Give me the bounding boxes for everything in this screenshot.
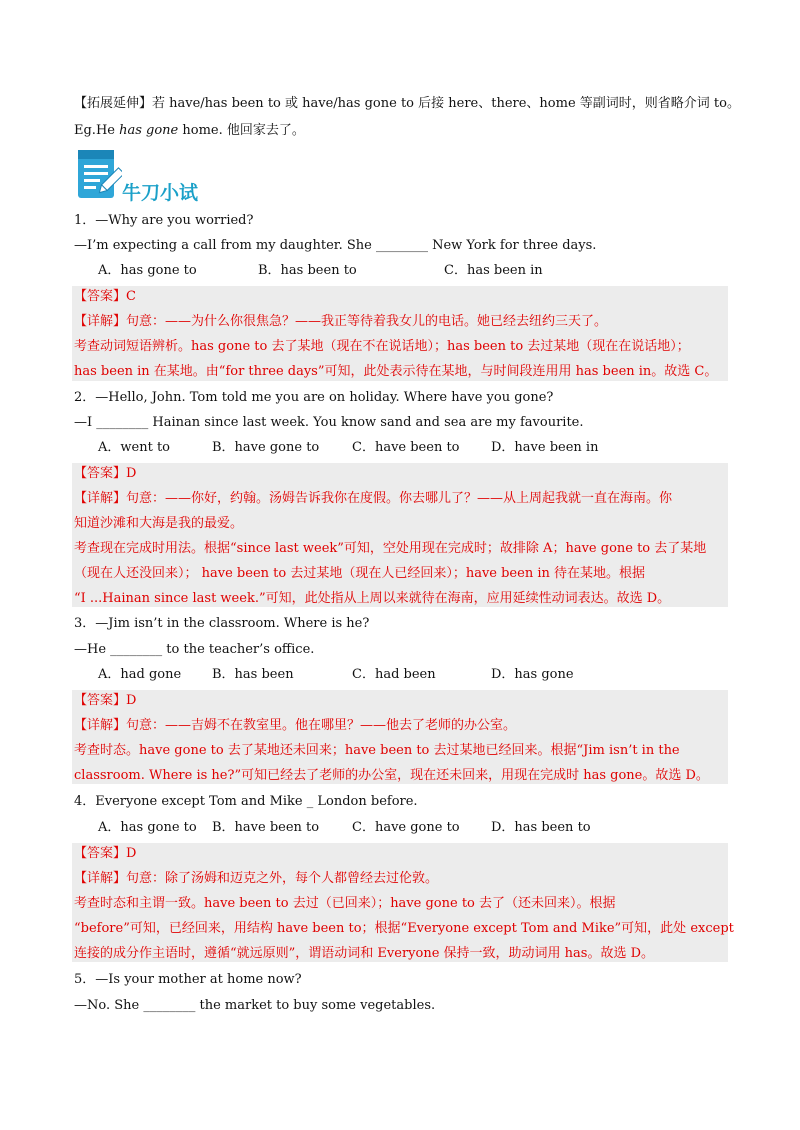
option-a: A．has gone to [98, 263, 197, 278]
detail-line: “I ...Hainan since last week.”可知，此处指从上周以来就待在海南，应用延续性动词表达。故选 D。 [74, 591, 671, 606]
option-c: C．have gone to [352, 820, 460, 835]
example-prefix: Eg.He [74, 123, 120, 138]
detail-line: （现在人还没回来）； have been to 去过某地（现在人已经回来）；have been in 待在某地。根据 [74, 566, 645, 581]
question-3-line2: —He ________ to the teacher’s office. [74, 642, 315, 657]
extension-note: 【拓展延伸】若 have/has been to 或 have/has gone to 后接 here、there、home 等副词时，则省略介词 to。 [74, 96, 740, 111]
option-c: C．had been [352, 667, 436, 682]
answer-label: 【答案】D [74, 466, 137, 481]
detail-line: 【详解】句意：——为什么你很焦急？——我正等待着我女儿的电话。她已经去纽约三天了。 [74, 314, 608, 329]
option-d: D．have been in [491, 440, 599, 455]
question-1-options [98, 262, 726, 280]
question-5-stem: 5．—Is your mother at home now? [74, 972, 302, 987]
example-italic: has gone [119, 123, 179, 138]
detail-line: 考查动词短语辨析。has gone to 去了某地（现在不在说话地）；has been to 去过某地（现在在说话地）； [74, 339, 690, 354]
answer-label: 【答案】D [74, 846, 137, 861]
option-c: C．have been to [352, 440, 460, 455]
question-4-options [98, 819, 726, 837]
question-2-line2: —I ________ Hainan since last week. You know sand and sea are my favourite. [74, 415, 584, 430]
option-d: D．has been to [491, 820, 591, 835]
option-b: B．has been to [258, 263, 357, 278]
question-3-answer-box [72, 690, 728, 784]
option-c: C．has been in [444, 263, 543, 278]
question-1-answer-box [72, 286, 728, 381]
question-2-stem: 2．—Hello, John. Tom told me you are on holiday. Where have you gone? [74, 390, 554, 405]
answer-label: 【答案】D [74, 693, 137, 708]
option-b: B．have been to [212, 820, 320, 835]
option-a: A．had gone [98, 667, 182, 682]
question-4-answer-box [72, 843, 734, 962]
option-b: B．has been [212, 667, 294, 682]
question-2-options [98, 439, 726, 457]
option-a: A．has gone to [98, 820, 197, 835]
answer-label: 【答案】C [74, 289, 136, 304]
option-a: A．went to [98, 440, 170, 455]
example-suffix: home. 他回家去了。 [178, 123, 305, 138]
question-3-options [98, 666, 726, 684]
detail-line: 考查时态和主谓一致。have been to 去过（已回来）；have gone to 去了（还未回来）。根据 [74, 896, 616, 911]
detail-line: 考查时态。have gone to 去了某地还未回来；have been to 去过某地已经回来。根据“Jim isn’t in the [74, 743, 680, 758]
option-d: D．has gone [491, 667, 574, 682]
detail-line: “before”可知，已经回来，用结构 have been to；根据“Everyone except Tom and Mike”可知，此处 except [74, 921, 734, 936]
example-sentence [74, 122, 726, 140]
detail-line: 考查现在完成时用法。根据“since last week”可知，空处用现在完成时；故排除 A；have gone to 去了某地 [74, 541, 707, 556]
question-3-stem: 3．—Jim isn’t in the classroom. Where is he? [74, 616, 370, 631]
detail-line: 【详解】句意：除了汤姆和迈克之外，每个人都曾经去过伦敦。 [74, 871, 439, 886]
detail-line: 知道沙滩和大海是我的最爱。 [74, 516, 244, 531]
option-b: B．have gone to [212, 440, 320, 455]
question-5-line2: —No. She ________ the market to buy some vegetables. [74, 998, 436, 1013]
detail-line: 连接的成分作主语时，遵循“就远原则”，谓语动词和 Everyone 保持一致，助动词用 has。故选 D。 [74, 946, 655, 961]
question-1-line2: —I’m expecting a call from my daughter. She ________ New York for three days. [74, 238, 597, 253]
detail-line: has been in 在某地。由“for three days”可知，此处表示待在某地，与时间段连用用 has been in。故选 C。 [74, 364, 718, 379]
question-2-answer-box [72, 463, 728, 607]
detail-line: classroom. Where is he?”可知已经去了老师的办公室，现在还未回来，用现在完成时 has gone。故选 D。 [74, 768, 709, 783]
question-4-stem: 4．Everyone except Tom and Mike _ London before. [74, 794, 418, 809]
notepad-pencil-icon [76, 148, 122, 202]
section-title: 牛刀小试 [122, 182, 199, 204]
question-1-stem: 1．—Why are you worried? [74, 213, 254, 228]
detail-line: 【详解】句意：——你好，约翰。汤姆告诉我你在度假。你去哪儿了？——从上周起我就一直在海南。你 [74, 491, 673, 506]
detail-line: 【详解】句意：——吉姆不在教室里。他在哪里？——他去了老师的办公室。 [74, 718, 517, 733]
